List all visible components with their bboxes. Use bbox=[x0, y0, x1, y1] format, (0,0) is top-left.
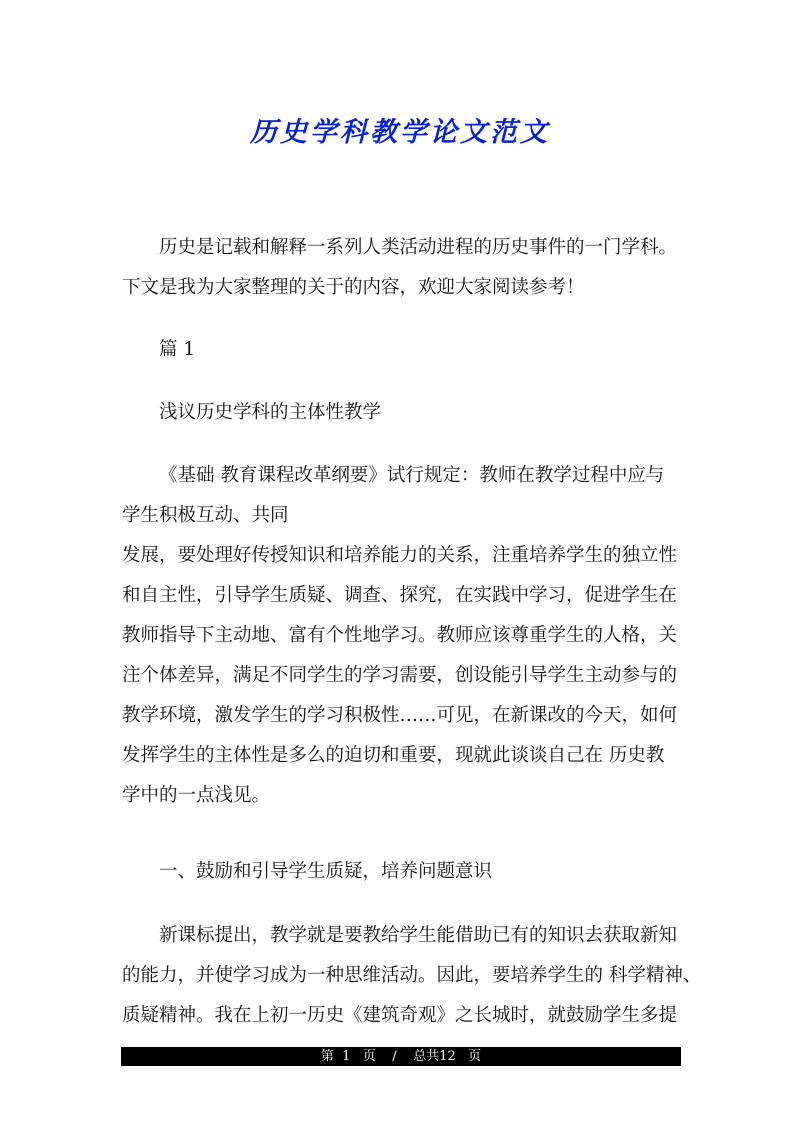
section-heading bbox=[122, 852, 682, 892]
text-line: 质疑精神。我在上初一历史《建筑奇观》之长城时，就鼓励学生多提 bbox=[122, 1005, 678, 1026]
text-line: 发展，要处理好传授知识和培养能力的关系，注重培养学生的独立性 bbox=[122, 545, 678, 566]
text-line: 教学环境，激发学生的学习积极性……可见，在新课改的今天，如何 bbox=[122, 705, 678, 726]
text-line: 篇 1 bbox=[159, 339, 196, 360]
text-line: 和自主性，引导学生质疑、调查、探究，在实践中学习，促进学生在 bbox=[122, 585, 678, 606]
text-line: 学生积极互动、共同 bbox=[122, 505, 289, 526]
body-paragraph bbox=[122, 916, 702, 1036]
text-line: 《基础 教育课程改革纲要》试行规定：教师在教学过程中应与 bbox=[159, 465, 665, 486]
text-line: 教师指导下主动地、富有个性地学习。教师应该尊重学生的人格，关 bbox=[122, 625, 678, 646]
text-line: 发挥学生的主体性是多么的迫切和重要，现就此谈谈自己在 历史教 bbox=[122, 745, 665, 766]
body-paragraph bbox=[122, 456, 682, 816]
text-line: 历史是记载和解释一系列人类活动进程的历史事件的一门学科。 bbox=[159, 237, 678, 258]
section-label bbox=[122, 330, 682, 370]
article-subtitle bbox=[122, 393, 682, 433]
document-title: 历史学科教学论文范文 bbox=[250, 117, 550, 148]
text-line: 下文是我为大家整理的关于的内容，欢迎大家阅读参考！ bbox=[122, 277, 585, 298]
intro-paragraph bbox=[122, 228, 682, 308]
page-footer bbox=[121, 1047, 681, 1066]
text-line: 注个体差异，满足不同学生的学习需要，创设能引导学生主动参与的 bbox=[122, 665, 678, 686]
text-line: 的能力，并使学习成为一种思维活动。因此，要培养学生的 科学精神、 bbox=[122, 965, 702, 986]
text-line: 一、鼓励和引导学生质疑，培养问题意识 bbox=[159, 861, 493, 882]
page-number: 第 1 页 / 总共12 页 bbox=[320, 1049, 482, 1064]
text-line: 学中的一点浅见。 bbox=[122, 785, 271, 806]
text-line: 新课标提出，教学就是要教给学生能借助已有的知识去获取新知 bbox=[159, 925, 678, 946]
text-line: 浅议历史学科的主体性教学 bbox=[159, 402, 382, 423]
